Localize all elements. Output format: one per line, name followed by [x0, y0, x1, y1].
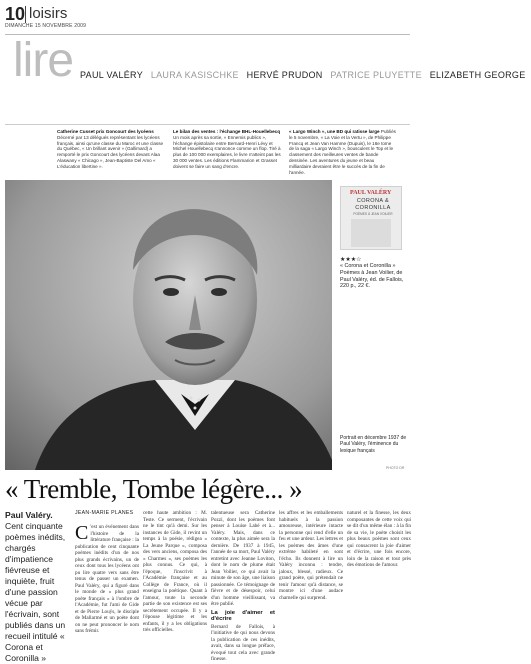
- brief-body: Publiés le 5 novembre, « La Voie et la Vertu », de Philippe Francq et Jean Van Hamme (Dupuis), le 16e tome de la saga « Largo Winch », bousculent le Top et le classement des meilleures ventes de bande dessinée. Les aventures du jeune et beau milliardaire devraient être le succès de la fin de l'année.: [289, 129, 396, 175]
- photo-caption: Portrait en décembre 1937 de Paul Valéry, l'éminence du lexique français: [340, 435, 407, 454]
- brief-lead: Le bilan des ventes : l'échange BHL-Houellebecq: [173, 129, 281, 134]
- article-column: [143, 510, 207, 642]
- brief-lead: « Largo Winch », une BD qui ratisse large: [289, 129, 380, 134]
- article-lead: [5, 510, 67, 664]
- author-name: PATRICE PLUYETTE: [330, 70, 422, 80]
- cover-subtitle: POÈMES À JEAN VOILIER: [353, 212, 393, 216]
- news-briefs: [5, 124, 410, 174]
- column-text: cette haute ambition : M. Teste. Ce serment, l'écrivain ne le tint qu'à demi. Sur les instances de Gide, il revint un temps à la poésie, rédigea « La Jeune Parque », composa des vers anciens, composa des « Charmes », ses poèmes les plus connus. Ce qui, à l'époque, l'inscrivit à l'Académie française et au Collège de France, où il enseigna la poétique. Quant à l'amour, toute la seconde partie de son existence est ses secrètement occupée. Il y a l'épouse légitime et les enfants, il y a les obligations très officielles.: [143, 510, 207, 633]
- author-name: LAURA KASISCHKE: [150, 70, 239, 80]
- article-column: [347, 510, 411, 642]
- cover-title: CORONA & CORONILLA: [355, 198, 391, 211]
- rating-stars: ★★★☆: [340, 256, 362, 263]
- article-column: [75, 524, 139, 646]
- article-headline: « Tremble, Tombe légère... »: [5, 474, 303, 504]
- news-brief: [173, 129, 281, 170]
- photo-credit: PHOTO DR: [386, 466, 405, 470]
- column-text: 'est un événement dans l'histoire de la littérature française : la publication de cent cinquante poèmes inédits d'un de nos plus grands écrivains, un de ceux dont tous les lycéens ont pu lire quatre vers sans être tenus de passer un examen. Paul Valéry, qui a figuré dans le monde de « plus grand poète français » à l'ombre de l'Académie, fut l'ami de Gide et de Pierre Louÿs, le disciple de Mallarmé et un poète dont on ne peut prononcer le nom sans frémir.: [75, 524, 139, 634]
- article-subheading: La joie d'aimer et d'écrire: [211, 609, 275, 622]
- author-name: PAUL VALÉRY: [80, 70, 143, 80]
- lead-text: Cent cinquante poèmes inédits, chargés d'impatience fiévreuse et inquiète, fruit d'une passion vécue par l'écrivain, sont publiés dans un recueil intitulé « Corona et Coronilla »: [5, 521, 66, 663]
- lead-subject: Paul Valéry.: [5, 510, 53, 520]
- featured-authors: [80, 70, 531, 80]
- section-masthead: [5, 34, 526, 87]
- brief-lead: Catherine Cusset prix Goncourt des lycéens: [57, 129, 154, 134]
- news-brief: [57, 129, 165, 170]
- column-text: Bernard de Fallois, à l'initiative de qui nous devons la publication de ces inédits, avait, dans sa longue préface, évoqué tout cela avec grande finesse.: [211, 623, 275, 662]
- column-text: les affres et les emballements habituels à la passion amoureuse, intérieure intacte la personne qui rend d'elle un feu et une ardeur. Les lettres et les poèmes des âmes d'une extrême habileté en sont l'écho. Ils donnent à lire un Valéry inconnu : tendre, jaloux, blessé, radieux. Ce grand poète, qui prétendait ne tenir l'amour qu'à distance, se montre ici d'une audace charnelle qui surprend.: [279, 510, 343, 601]
- drop-cap: C: [75, 522, 89, 544]
- news-brief: [289, 129, 397, 175]
- article-column: [211, 510, 275, 662]
- author-name: HERVÉ PRUDON: [246, 70, 323, 80]
- cover-author: PAUL VALÉRY: [350, 190, 392, 196]
- book-cover: [340, 186, 402, 250]
- column-text: naturel et la finesse, les deux composantes de cette voix qui se dit d'un même élan : à la fin de sa vie, le poète choisit les plus beaux poèmes sont ceux qui consacrent la joie d'aimer et d'écrire, une fois encore, loin de la raison et tout près des émotions de l'amour.: [347, 510, 411, 568]
- page-header: [5, 4, 410, 30]
- author-name: ELIZABETH GEORGE: [429, 70, 526, 80]
- issue-date: DIMANCHE 15 NOVEMBRE 2009: [5, 23, 87, 29]
- brief-body: Décerné par 13 délégués représentant les lycéens français, ainsi qu'une classe du Maroc et une classe du Québec, « Un brillant avenir » (Gallimard) a remporté le prix Goncourt des lycéens devant Alaa Alaswany « Chicago », Jean-Baptiste Del Amo « L'éducation libertine ».: [57, 134, 164, 169]
- brief-body: Un mois après sa sortie, « Ennemis publics », l'échange épistolaire entre Bernard-Henri Lévy et Michel Houellebecq s'annonce comme un flop. Tiré à plus de 100 000 exemplaires, le livre n'atteint pas les 30 000 ventes. Les éditions Flammarion et Grasset doivent se faire un sang d'encre.: [173, 134, 281, 169]
- column-text: talentueuse sera Catherine Pozzi, dont les poèmes font penser à Louise Labé et à... Valéry. Mais, dans ce contexte, la plus aimée sera la dernière. De 1937 à 1945, l'année de sa mort, Paul Valéry entretint avec Jeanne Loviton, dont le nom de plume était Jean Voilier, ce qui avait la minute de son âge, une liaison passionnée. Ce témoignage de fièvre et de désespoir, celui d'un homme vieillissant, va être publié.: [211, 510, 275, 607]
- book-info: « Corona et Coronilla » Poèmes à Jean Voilier, de Paul Valéry, éd. de Fallois, 220 p., 22 €.: [340, 263, 404, 290]
- section-name: loisirs: [25, 6, 67, 23]
- article-byline: JEAN-MARIE PLANES: [75, 510, 134, 516]
- section-title: lire: [13, 34, 74, 87]
- cover-illustration: [351, 219, 391, 247]
- article-column: [279, 510, 343, 642]
- page-number: 10: [5, 4, 26, 24]
- author-portrait-photo: [5, 180, 332, 470]
